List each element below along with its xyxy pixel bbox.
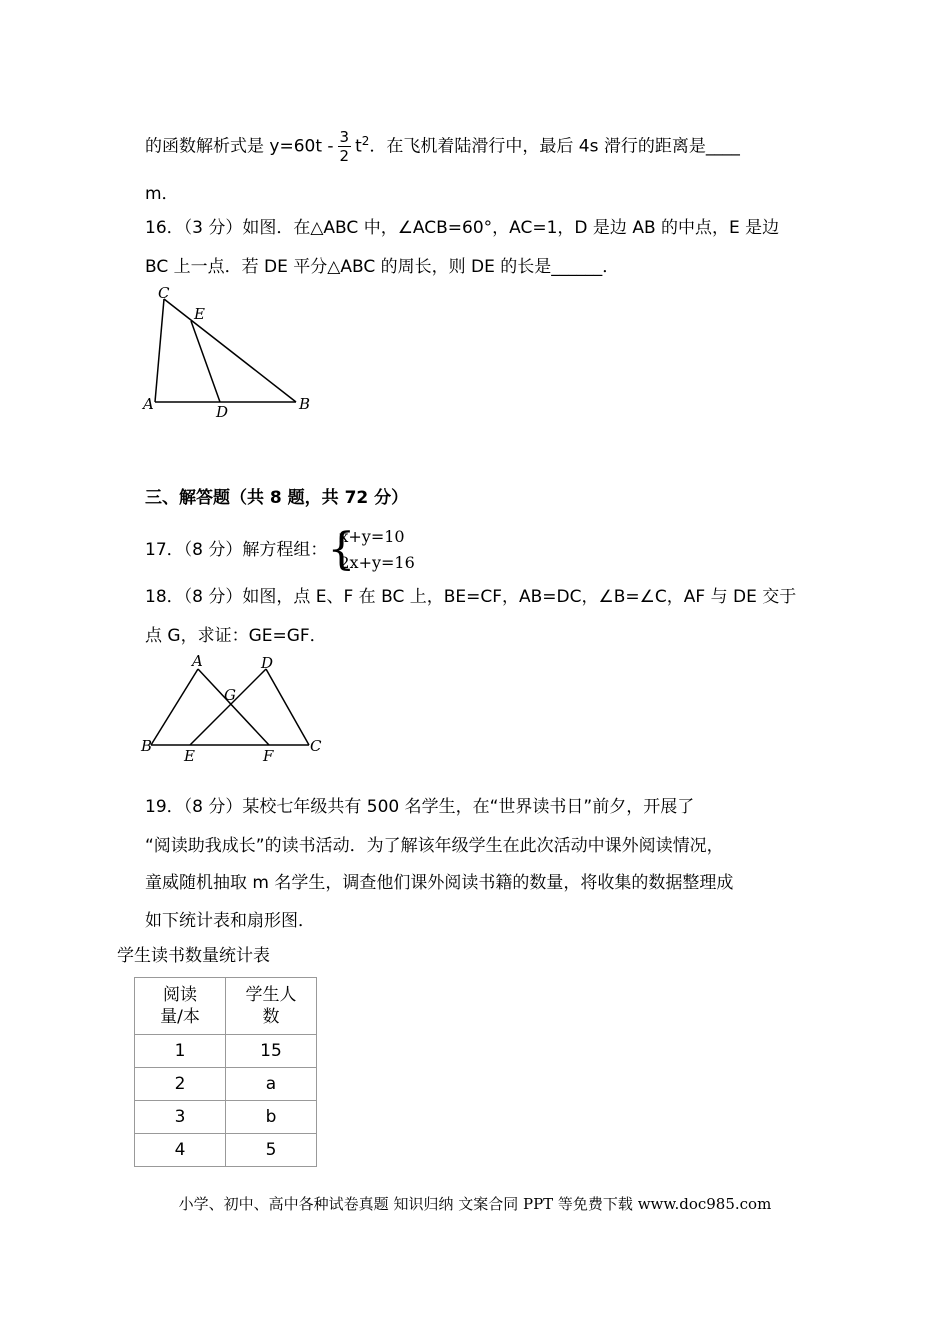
- q15-exponent: 2: [361, 133, 370, 148]
- q15-text-post: ．在飞机着陆滑行中，最后 4s 滑行的距离是____: [369, 136, 740, 157]
- label-d: D: [261, 654, 274, 672]
- label-a: A: [143, 395, 154, 413]
- table-row: [135, 1134, 317, 1167]
- label-e: E: [194, 305, 205, 323]
- q18-line2: 点 G，求证：GE=GF．: [145, 626, 327, 646]
- q18-line1: 18．（8 分）如图，点 E、F 在 BC 上，BE=CF，AB=DC，∠B=∠C，AF 与 DE 交于: [145, 587, 797, 607]
- table-cell: b: [226, 1101, 317, 1134]
- table-header-students: 学生人数: [226, 978, 317, 1035]
- stats-table: [134, 977, 317, 1167]
- table-cell: 15: [226, 1035, 317, 1068]
- q15-text-pre: 的函数解析式是 y=60t -: [145, 136, 334, 157]
- segment-ab: [151, 669, 198, 745]
- q19-line3: 童威随机抽取 m 名学生，调查他们课外阅读书籍的数量，将收集的数据整理成: [145, 873, 734, 893]
- table-cell: 1: [135, 1035, 226, 1068]
- segment-ed: [191, 321, 220, 402]
- label-g: G: [224, 686, 236, 704]
- q15-var: t: [355, 136, 362, 157]
- q19-line4: 如下统计表和扇形图．: [145, 911, 315, 931]
- page-footer: 小学、初中、高中各种试卷真题 知识归纳 文案合同 PPT 等免费下载 www.doc985.com: [178, 1195, 772, 1213]
- label-b: B: [141, 737, 153, 755]
- label-d: D: [216, 403, 229, 421]
- table-row: [135, 1035, 317, 1068]
- fraction: [338, 128, 352, 165]
- table-header-reading: 阅读量/本: [135, 978, 226, 1035]
- table-cell: 5: [226, 1134, 317, 1167]
- table-cell: 4: [135, 1134, 226, 1167]
- figure-q16-triangle: [140, 285, 325, 425]
- table-cell: 2: [135, 1068, 226, 1101]
- table-cell: 3: [135, 1101, 226, 1134]
- q15-line1: [145, 128, 740, 165]
- q15-line2: m．: [145, 184, 179, 204]
- table-title: 学生读书数量统计表: [117, 946, 270, 966]
- q17: [145, 524, 415, 576]
- table-cell: a: [226, 1068, 317, 1101]
- equation-2: 2x+y=16: [339, 553, 415, 572]
- segment-cb: [164, 299, 296, 402]
- label-b: B: [299, 395, 311, 413]
- q16-line1: 16．（3 分）如图．在△ABC 中，∠ACB=60°，AC=1，D 是边 AB 的中点，E 是边: [145, 218, 780, 238]
- table-row: [135, 1101, 317, 1134]
- q19-line1: 19．（8 分）某校七年级共有 500 名学生，在“世界读书日”前夕，开展了: [145, 797, 695, 817]
- equation-1: x+y=10: [339, 527, 405, 546]
- brace-icon: {: [327, 524, 356, 575]
- segment-dc: [266, 669, 309, 745]
- fraction-denominator: 2: [339, 147, 350, 165]
- section3-title: 三、解答题（共 8 题，共 72 分）: [145, 488, 409, 508]
- q17-prefix: 17．（8 分）解方程组：: [145, 540, 328, 560]
- q16-line2: BC 上一点．若 DE 平分△ABC 的周长，则 DE 的长是______．: [145, 257, 620, 277]
- table-row: [135, 1068, 317, 1101]
- label-c: C: [158, 285, 170, 302]
- segment-ca: [155, 299, 164, 402]
- label-c: C: [310, 737, 322, 755]
- label-e: E: [184, 747, 195, 765]
- table-header-row: [135, 978, 317, 1035]
- segment-de: [190, 669, 266, 745]
- fraction-numerator: 3: [339, 128, 350, 146]
- q19-line2: “阅读助我成长”的读书活动．为了解该年级学生在此次活动中课外阅读情况，: [145, 836, 724, 856]
- label-f: F: [263, 747, 274, 765]
- segment-af: [198, 669, 269, 745]
- equation-system: [327, 524, 414, 576]
- figure-q18-triangles: [138, 654, 328, 766]
- label-a: A: [192, 654, 203, 670]
